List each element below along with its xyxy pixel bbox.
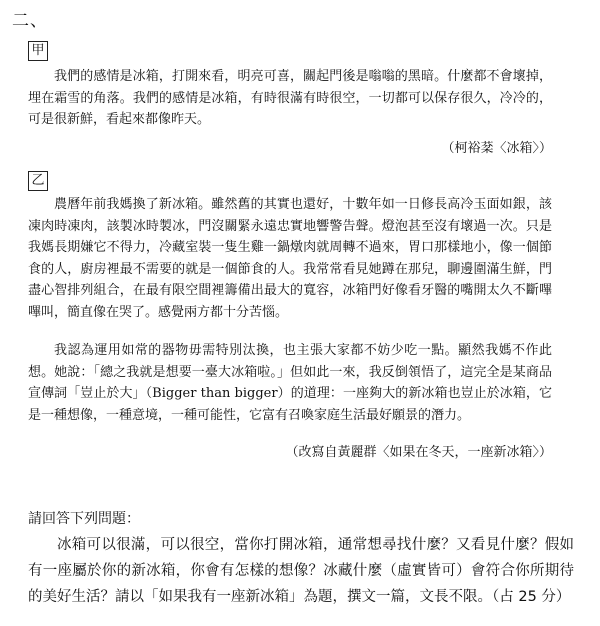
passage-b-source: （改寫自黃麗群〈如果在冬天，一座新冰箱〉）	[285, 445, 552, 460]
passage-b-paragraph-2: 我認為運用如常的器物毋需特別汰換，也主張大家都不妨少吃一點。顯然我媽不作此想。她說：「總之我就是想要一臺大冰箱啦。」但如此一來，我反倒領悟了，這完全是某商品宣傳詞「豈止於大」（Bigger than bigger）的道理：一座夠大的新冰箱也豈止於冰箱，它是一種想像，一種意境，一種可能性，它富有召喚家庭生活最好願景的潛力。	[28, 343, 552, 423]
passage-b-paragraph-1: 農曆年前我媽換了新冰箱。雖然舊的其實也還好，十數年如一日修長高冷玉面如銀，該凍肉時凍肉，該製冰時製冰，門沒關緊永遠忠實地響警告聲。燈泡甚至沒有壞過一次。只是我媽長期嫌它不得力，冷藏室裝一隻生雞一鍋燉肉就周轉不過來，胃口那樣地小，像一個節食的人，廚房裡最不需要的就是一個節食的人。我常常看見她蹲在那兒，聊邊圍滿生鮮，門盡心智排列組合，在最有限空間裡籌備出最大的寬容，冰箱門好像看牙醫的嘴開太久不斷嗶嗶叫，簡直像在哭了。感覺兩方都十分苦惱。	[28, 197, 552, 320]
passage-a-source: （柯裕棻〈冰箱〉）	[441, 141, 552, 156]
question-title: 請回答下列問題：	[28, 511, 140, 527]
passage-a-text: 我們的感情是冰箱，打開來看，明亮可喜，關起門後是嗡嗡的黑暗。什麼都不會壞掉，埋在霜雪的角落。我們的感情是冰箱，有時很滿有時很空，一切都可以保存很久，冷冷的，可是很新鮮，看起來都像昨天。	[28, 69, 552, 127]
section-number: 二、	[12, 11, 48, 31]
passage-a-tag: 甲	[28, 41, 48, 61]
passage-b-tag: 乙	[28, 171, 48, 191]
question-text: 冰箱可以很滿，可以很空，當你打開冰箱，通常想尋找什麼？又看見什麼？假如有一座屬於你的新冰箱，你會有怎樣的想像？冰藏什麼（虛實皆可）會符合你所期待的美好生活？請以「如果我有一座新冰箱」為題，撰文一篇，文長不限。（占 25 分）	[28, 537, 574, 605]
